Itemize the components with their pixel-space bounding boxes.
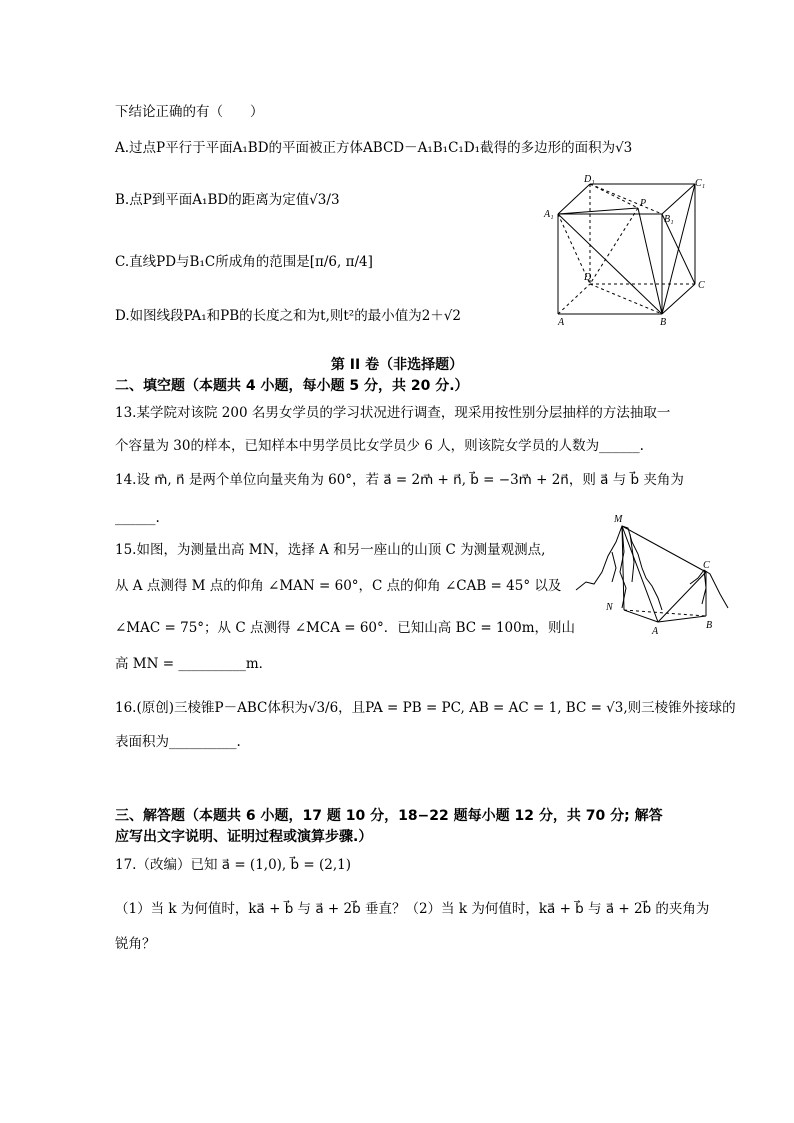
section2-heading: 二、填空题（本题共 4 小题，每小题 5 分，共 20 分.） — [115, 378, 469, 394]
cube-figure — [540, 172, 720, 327]
label-d1: D₁ — [584, 174, 595, 185]
option-a: A.过点P平行于平面A₁BD的平面被正方体ABCD－A₁B₁C₁D₁截得的多边形的面积为√3 — [115, 140, 633, 156]
label-n: N — [606, 602, 613, 613]
q16-line2: 表面积为__________. — [115, 734, 241, 750]
q17-line1: 17.（改编）已知 a⃗ = (1,0), b⃗ = (2,1) — [115, 857, 351, 873]
q15-line2: 从 A 点测得 M 点的仰角 ∠MAN = 60°，C 点的仰角 ∠CAB = 45° 以及 — [115, 578, 562, 594]
label-a: A — [558, 317, 565, 327]
q16-line1: 16.(原创)三棱锥P－ABC体积为√3/6，且PA = PB = PC, AB = AC = 1, BC = √3,则三棱锥外接球的 — [115, 700, 736, 716]
q14-line1: 14.设 m⃗, n⃗ 是两个单位向量夹角为 60°，若 a⃗ = 2m⃗ + n⃗, b⃗ = −3m⃗ + 2n⃗，则 a⃗ 与 b⃗ 夹角为 — [115, 472, 684, 488]
q17-line2: （1）当 k 为何值时，ka⃗ + b⃗ 与 a⃗ + 2b⃗ 垂直？（2）当 k 为何值时，ka⃗ + b⃗ 与 a⃗ + 2b⃗ 的夹角为 — [115, 901, 710, 917]
label-c: C — [698, 280, 705, 291]
label-d: D — [584, 272, 592, 283]
mountain-figure — [572, 512, 734, 640]
label-a1: A₁ — [544, 209, 554, 220]
label-c1: C₁ — [695, 178, 706, 189]
q14-line2: ______. — [115, 510, 160, 526]
q15-line1: 15.如图，为测量出高 MN，选择 A 和另一座山的山顶 C 为测量观测点, — [115, 542, 546, 558]
option-c: C.直线PD与B₁C所成角的范围是[π/6, π/4] — [115, 254, 373, 270]
question-intro: 下结论正确的有（ ） — [115, 104, 264, 120]
q15-line3: ∠MAC = 75°；从 C 点测得 ∠MCA = 60°．已知山高 BC = 100m，则山 — [115, 620, 576, 636]
option-d: D.如图线段PA₁和PB的长度之和为t,则t²的最小值为2＋√2 — [115, 308, 461, 324]
label-b-mountain: B — [706, 620, 713, 631]
label-b: B — [660, 317, 667, 327]
label-p: P — [640, 198, 647, 209]
q15-line4: 高 MN = __________m． — [115, 656, 273, 672]
option-b: B.点P到平面A₁BD的距离为定值√3/3 — [115, 192, 340, 208]
section3-heading-line2: 应写出文字说明、证明过程或演算步骤.） — [115, 829, 373, 845]
section3-heading-line1: 三、解答题（本题共 6 小题，17 题 10 分，18−22 题每小题 12 分，共 70 分; 解答 — [115, 808, 663, 824]
q17-line3: 锐角？ — [115, 936, 156, 952]
volume-title: 第 II 卷（非选择题） — [330, 357, 464, 373]
label-c-mountain: C — [703, 560, 710, 571]
q13-line1: 13.某学院对该院 200 名男女学员的学习状况进行调查，现采用按性别分层抽样的方法抽取一 — [115, 405, 671, 421]
label-m: M — [614, 514, 623, 525]
label-b1: B₁ — [664, 214, 674, 225]
label-a-mountain: A — [652, 626, 659, 637]
q13-line2: 个容量为 30的样本，已知样本中男学员比女学员少 6 人，则该院女学员的人数为______. — [115, 438, 644, 454]
